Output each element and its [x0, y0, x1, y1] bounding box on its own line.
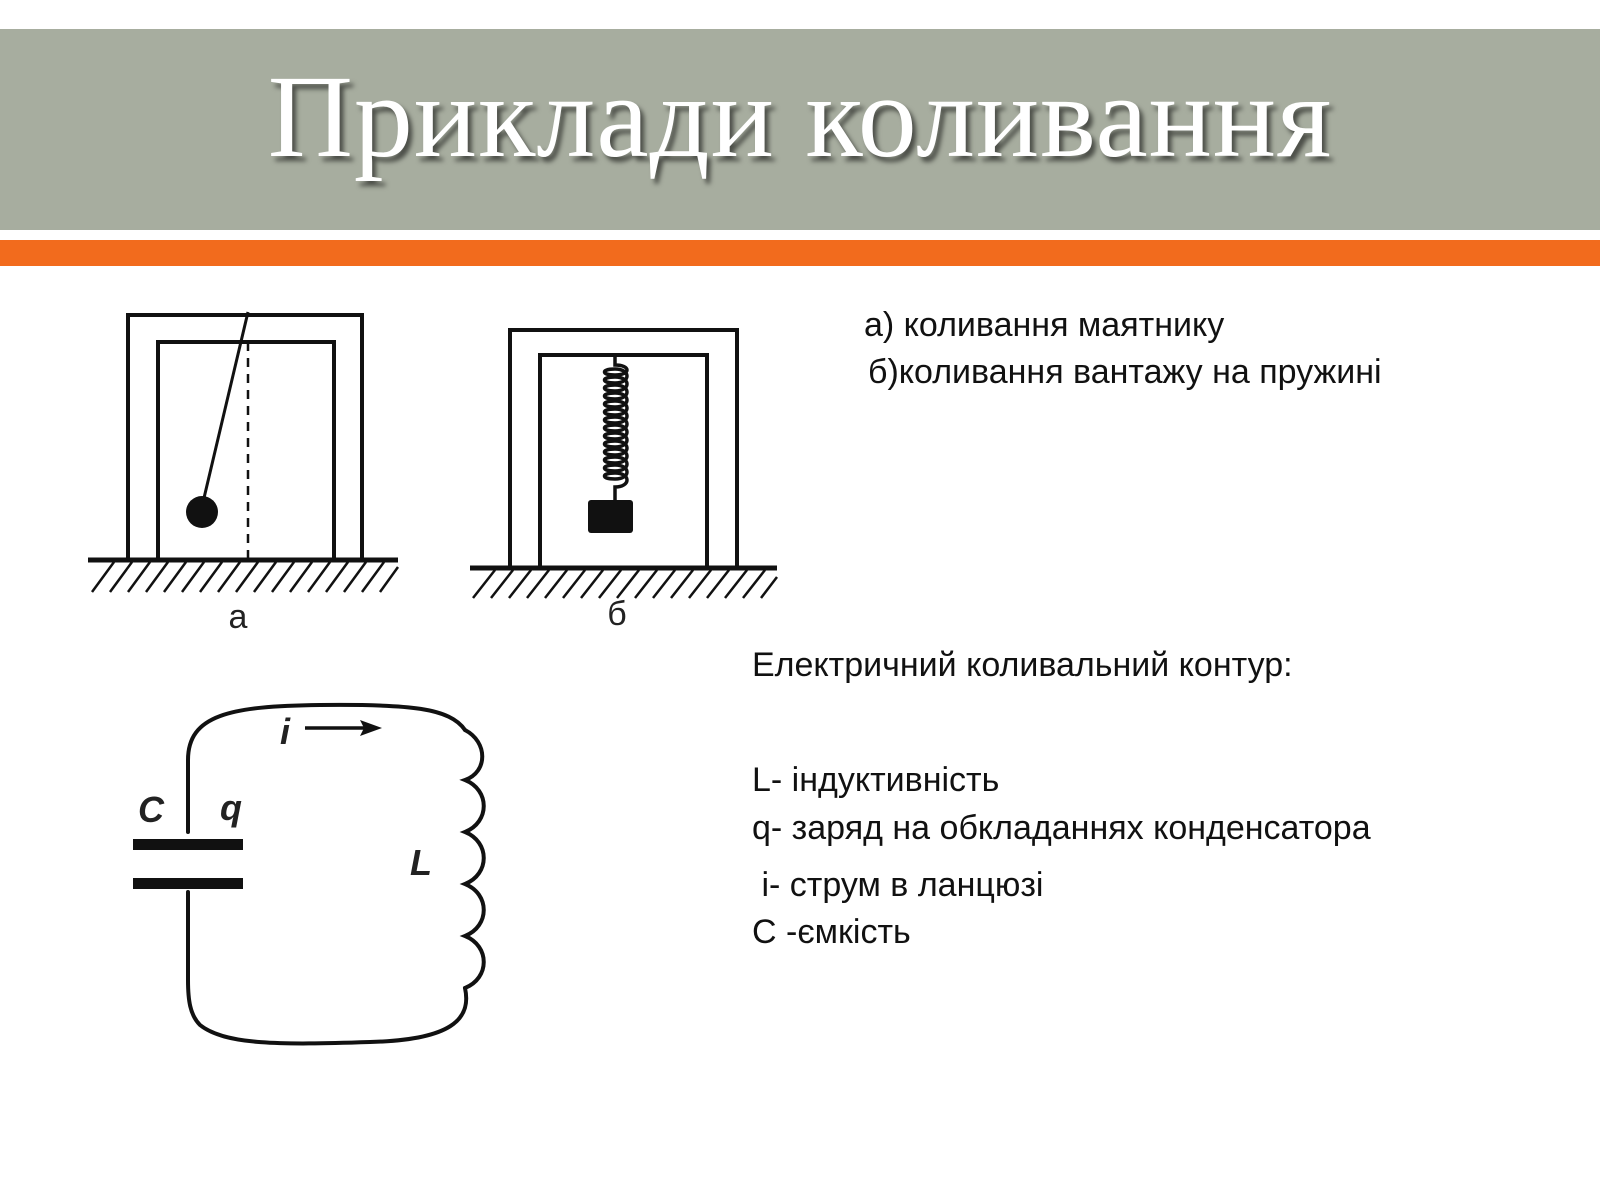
pendulum-ground-hatch [92, 562, 398, 592]
title-band [0, 29, 1600, 230]
circuit-item-inductance: L- індуктивність [752, 761, 1000, 799]
pendulum-frame-inner [158, 342, 334, 560]
inductor-coil [465, 730, 484, 988]
charge-label: q [220, 787, 242, 828]
pendulum-label: а [228, 598, 248, 636]
pendulum-frame-outer [128, 315, 362, 560]
circuit-item-charge: q- заряд на обкладаннях конденсатора [752, 809, 1371, 847]
caption-pendulum: а) коливання маятнику [864, 306, 1225, 344]
spring-label: б [607, 595, 627, 633]
pendulum-string [204, 312, 248, 498]
caption-spring: б)коливання вантажу на пружині [868, 353, 1382, 391]
inductor-label: L [410, 842, 432, 883]
circuit-item-current: і- струм в ланцюзі [752, 866, 1044, 904]
spring-figure [465, 315, 785, 655]
capacitor-plate-top [133, 839, 243, 850]
capacitor-label: C [138, 789, 164, 830]
circuit-wire-bottom [188, 892, 466, 1043]
slide-title: Приклади коливання [267, 51, 1333, 182]
current-arrow [305, 720, 382, 736]
spring-weight [588, 500, 633, 533]
lc-circuit-figure [120, 700, 500, 1070]
current-label: i [280, 711, 291, 752]
pendulum-bob [186, 496, 218, 528]
capacitor-plate-bottom [133, 878, 243, 889]
accent-stripe [0, 240, 1600, 266]
circuit-item-capacitance: С -ємкість [752, 913, 911, 951]
spring-coil [605, 355, 628, 501]
circuit-heading: Електричний коливальний контур: [752, 646, 1293, 684]
spring-ground-hatch [473, 570, 777, 598]
pendulum-figure [80, 300, 410, 640]
